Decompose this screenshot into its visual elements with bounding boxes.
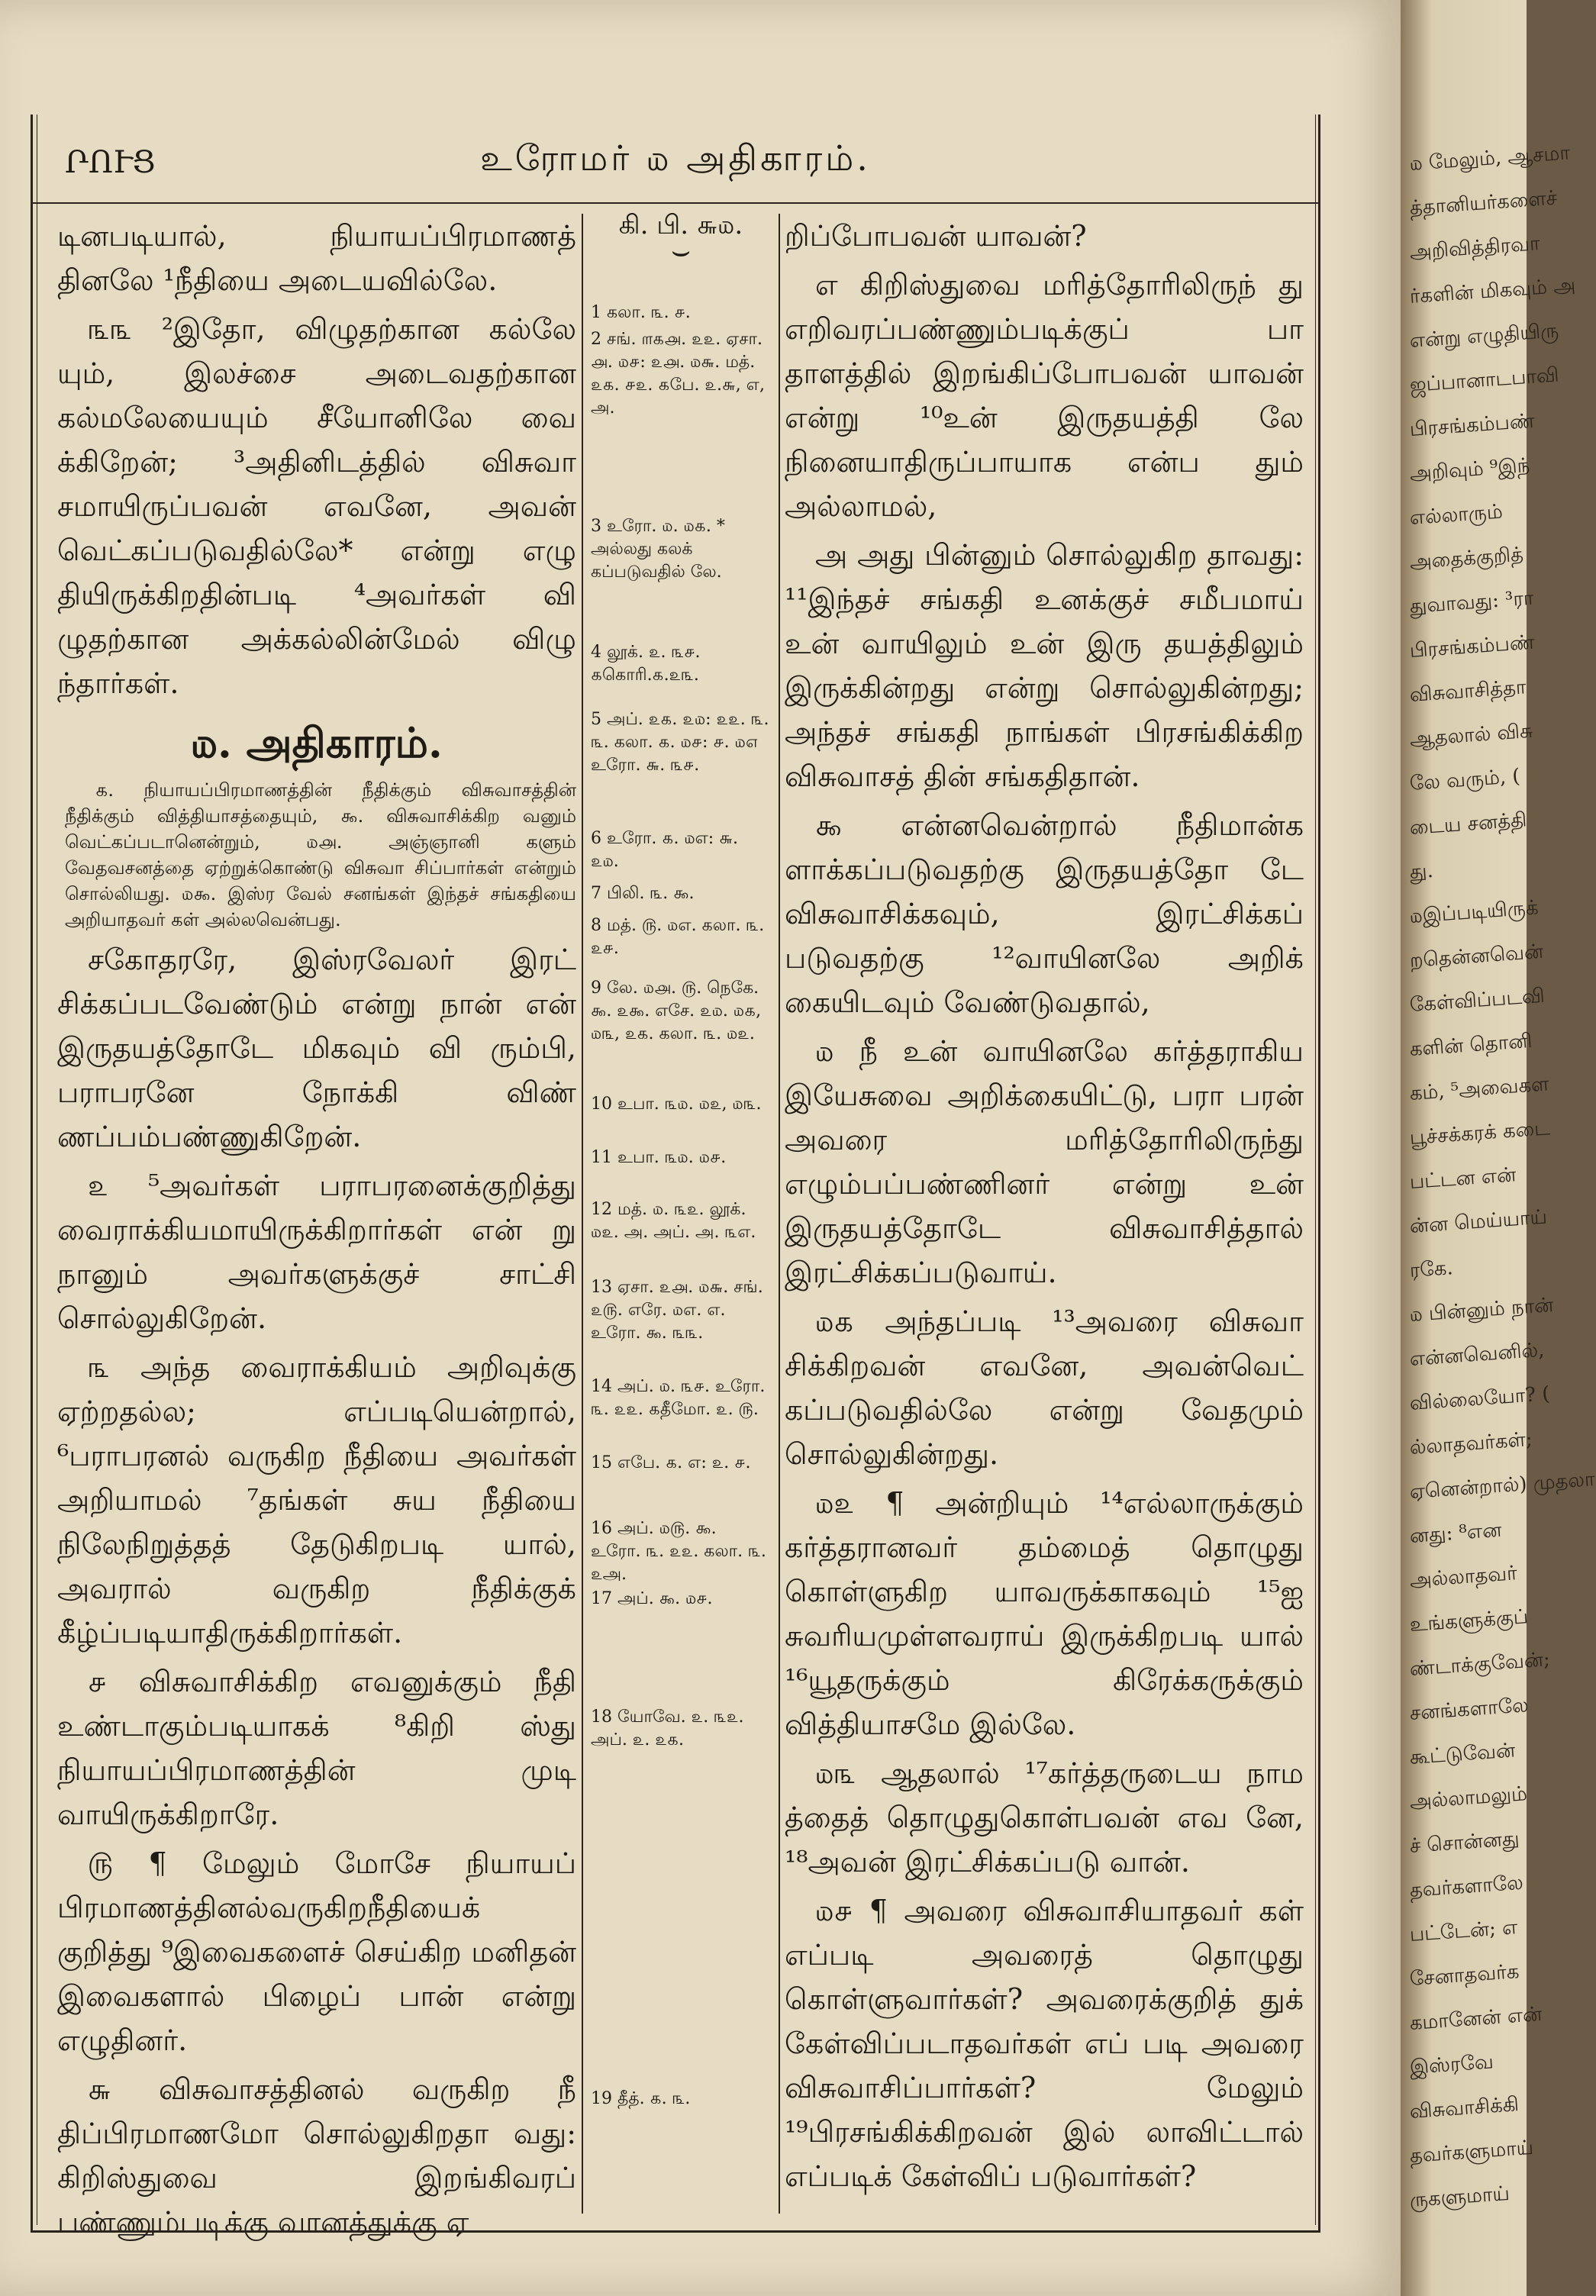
facing-page-line: விசுவாசிக்கி [1408, 2093, 1520, 2123]
facing-page-line: பிரசங்கம்பண் [1408, 630, 1536, 663]
facing-page-line: கம், ⁵அவைகள [1408, 1072, 1550, 1105]
cross-reference: 17 அப். ௯. ௰௪. [591, 1589, 713, 1608]
verse-paragraph: அ அது பின்னும் சொல்லுகிற தாவது: ¹¹இந்தச் சங்கதி உனக்குச் சமீபமாய் உன் வாயிலும் உன் இரு தயத்திலும் இருக்கின்றது என்று சொல்லுகின்றது; அந்தச் சங்கதி நாங்கள் பிரசங்கிக்கிற விசுவாசத் தின் சங்கதிதான். [785, 538, 1304, 793]
verse-paragraph: ௨ ⁵அவர்கள் பராபரனைக்குறித்து வைராக்கியமாயிருக்கிறார்கள் என் று நானும் அவர்களுக்குச் சாட்சி சொல்லுகிறேன். [57, 1169, 576, 1335]
verse-paragraph: ௰௩ ஆதலால் ¹⁷கர்த்தருடைய நாம த்தைத் தொழுதுகொள்பவன் எவ னே, ¹⁸அவன் இரட்சிக்கப்படு வான். [785, 1756, 1304, 1878]
cross-reference: 4 லூக். ௨. ௩௪. ௧கொரி.௧.௨௩. [591, 643, 701, 685]
facing-page-line: ௰இப்படியிருக் [1408, 896, 1540, 928]
facing-page-line: ஆதலால் விசு [1408, 719, 1533, 751]
cross-reference: 7 பிலி. ௩. ௯. [591, 884, 695, 903]
facing-page-line: ன்ன மெய்யாய் [1408, 1205, 1548, 1238]
running-head: உரோமர் ௰ அதிகாரம். [480, 137, 871, 179]
facing-page-line: தவர்களுமாய் [1408, 2136, 1534, 2168]
facing-page-line: தவர்களாலே [1408, 1871, 1524, 1902]
facing-page-line: ண்டாக்குவேன்; [1408, 1648, 1551, 1681]
verse-paragraph: ௰ நீ உன் வாயினலே கர்த்தராகிய இயேசுவை அறிக்கையிட்டு, பரா பரன் அவரை மரித்தோரிலிருந்து எழும்பப்பண்ணினர் என்று உன் இருதயத்தோடே விசுவாசித்தால் இரட்சிக்கப்படுவாய். [785, 1034, 1304, 1289]
facing-page-line: அறிவித்திரவா [1408, 232, 1541, 264]
cross-reference: 18 யோவே. ௨. ௩௨. அப். ௨. ௨௧. [591, 1707, 744, 1749]
facing-page-line: டைய சனத்தி [1408, 808, 1528, 840]
facing-page-line: என்னவெனில், [1408, 1338, 1546, 1371]
left-column [57, 214, 576, 2249]
cross-reference: 12 மத். ௰. ௩௨. லூக். ௰௨. அ. அப். அ. ௩எ. [591, 1200, 756, 1242]
verse-paragraph: ௩ அந்த வைராக்கியம் அறிவுக்கு ஏற்றதல்ல; எப்படியென்றால், ⁶பராபரனல் வருகிற நீதியை அவர்கள் அறியாமல் ⁷தங்கள் சுய நீதியை நிலேநிறுத்தத் தேடுகிறபடி யால், அவரால் வருகிற நீதிக்குக் கீழ்ப்படியாதிருக்கிறார்கள். [57, 1350, 576, 1649]
facing-page-line: என்று எழுதியிரு [1408, 319, 1560, 353]
verse-paragraph: டினபடியால், நியாயப்பிரமாணத் தினலே ¹நீதியை அடையவில்லே. [57, 219, 576, 297]
facing-page-line: ல்லாதவர்கள்; [1408, 1427, 1533, 1459]
ornament: ⌣ [670, 234, 692, 269]
chapter-title: ௰. அதிகாரம். [191, 718, 443, 767]
column-divider-right [779, 214, 780, 2214]
facing-page-line: ஜப்பானாடபாவி [1408, 363, 1560, 397]
facing-page-line: லே வரும், ( [1408, 764, 1521, 795]
facing-page-line: கேள்விப்படவி [1408, 984, 1546, 1017]
chapter-summary: ௧. நியாயப்பிரமாணத்தின் நீதிக்கும் விசுவாசத்தின் நீதிக்கும் வித்தியாசத்தையும், ௯. விசுவாசிக்கிற வனும் வெட்கப்படானென்றும், ௰௮. அஞ்ஞானி களும் வேதவசனத்தை ஏற்றுக்கொண்டு விசுவா சிப்பார்கள் என்றும் சொல்லியது. ௰௯. இஸ்ர வேல் சனங்கள் இந்தச் சங்கதியை அறியாதவர் கள் அல்லவென்பது. [65, 779, 576, 930]
verse-paragraph: ௬ விசுவாசத்தினல் வருகிற நீ திப்பிரமாணமோ சொல்லுகிறதா வது: கிறிஸ்துவை இறங்கிவரப் பண்ணும்படிக்கு வானத்துக்கு ஏ [57, 2072, 576, 2239]
facing-page-line: ர்களின் மிகவும் அ [1408, 273, 1577, 308]
reference-column [586, 210, 775, 2214]
facing-page-line: வில்லையோ? ( [1408, 1382, 1551, 1415]
facing-page-line: து. [1408, 859, 1434, 884]
page-number: ՐՈՒՑ [65, 145, 156, 180]
facing-page-line: ஏனென்றால்) முதலா [1408, 1468, 1596, 1504]
facing-page-line: னது: ⁸என [1408, 1518, 1503, 1548]
cross-reference: 2 சங். ௱௧௮. ௨௨. ஏசா. ௮. ௰௪: ௨௮. ௰௬. மத். ௨௧. ௪௨. ௧பே. ௨.௬, எ, அ. [591, 330, 765, 418]
facing-page-line: ரகே. [1408, 1256, 1454, 1282]
cross-reference: 9 லே. ௰௮. ௫. நெகே. ௯. ௨௯. எசே. ௨௰. ௰௧, ௰௩, ௨௧. கலா. ௩. ௰௨. [591, 979, 762, 1043]
facing-page-line: ௰ மேலும், ஆசமா [1408, 141, 1571, 176]
facing-page-line: ருகளுமாய் [1408, 2182, 1511, 2212]
facing-page-line: ச் சொன்னது [1408, 1827, 1520, 1858]
cross-reference: 11 உபா. ௩௰. ௰௪. [591, 1148, 727, 1167]
facing-page-line: உங்களுக்குப் [1408, 1605, 1530, 1637]
verse-paragraph: ௰௨ ¶ அன்றியும் ¹⁴எல்லாருக்கும் கர்த்தரானவர் தம்மைத் தொழுது கொள்ளுகிற யாவருக்காகவும் ¹⁵ஐ சுவரியமுள்ளவராய் இருக்கிறபடி யால் ¹⁶யூதருக்கும் கிரேக்கருக்கும் வித்தியாசமே இல்லே. [785, 1486, 1304, 1741]
facing-page-line: சனங்களாலே [1408, 1694, 1530, 1725]
right-column [785, 214, 1304, 2203]
cross-reference: 8 மத். ௫. ௰எ. கலா. ௩. ௨௪. [591, 916, 765, 958]
cross-reference: 16 அப். ௰௫. ௯. உரோ. ௩. ௨௨. கலா. ௩. ௨அ. [591, 1519, 766, 1584]
cross-reference: 6 உரோ. ௧. ௰எ: ௬. ௨௰. [591, 829, 739, 871]
verse-paragraph: ௫ ¶ மேலும் மோசே நியாயப் பிரமாணத்தினல்வருகிறநீதியைக் குறித்து ⁹இவைகளைச் செய்கிற மனிதன் இவைகளால் பிழைப் பான் என்று எழுதினர். [57, 1846, 576, 2057]
verse-paragraph: றிப்போபவன் யாவன்? [785, 219, 1087, 253]
cross-reference: 19 தீத். ௧. ௩. [591, 2089, 691, 2108]
cross-reference: 13 ஏசா. ௨௮. ௰௬. சங். ௨௫. எரே. ௰எ. எ. உரோ. ௯. ௩௩. [591, 1278, 763, 1343]
page-header [31, 130, 1320, 202]
cross-reference: 5 அப். ௨௧. ௨௰: ௨௨. ௩. ௩. கலா. ௧. ௰௪: ௪. ௰௭ உரோ. ௬. ௩௪. [591, 710, 769, 775]
facing-page-line: ௰ பின்னும் நான் [1408, 1293, 1555, 1327]
header-rule [31, 202, 1320, 204]
column-divider-left [582, 214, 583, 2214]
verse-paragraph: சகோதரரே, இஸ்ரவேலர் இரட் சிக்கப்படவேண்டும் என்று நான் என் இருதயத்தோடே மிகவும் வி ரும்பி, பராபரனே நோக்கி விண் ணப்பம்பண்ணுகிறேன். [57, 943, 576, 1153]
facing-page-line: அல்லாதவர் [1408, 1562, 1518, 1592]
cross-reference: 3 உரோ. ௰. ௰௧. * அல்லது கலக் கப்படுவதில் லே. [591, 517, 725, 582]
verse-paragraph: ௪ விசுவாசிக்கிற எவனுக்கும் நீதி உண்டாகும்படியாகக் ⁸கிறி ஸ்து நியாயப்பிரமாணத்தின் முடி வாயிருக்கிறாரே. [57, 1665, 576, 1831]
facing-page-edge [1401, 0, 1596, 2296]
facing-page-line: இஸ்ரவே [1408, 2050, 1494, 2079]
facing-page-line: களின் தொனி [1408, 1029, 1533, 1061]
facing-page-line: கூட்டுவேன் [1408, 1739, 1517, 1769]
facing-page-line: கமானேன் என் [1408, 2002, 1543, 2035]
facing-page-line: அறிவும் ⁹இந் [1408, 454, 1531, 485]
cross-reference: 15 எபே. ௧. எ: ௨. ௪. [591, 1453, 751, 1472]
facing-page-line: றதென்னவென் [1408, 940, 1545, 972]
facing-page-line: பட்டன என் [1408, 1163, 1517, 1194]
facing-page-line: துவாவது: ³ரா [1408, 586, 1535, 618]
verse-paragraph: ௰௪ ¶ அவரை விசுவாசியாதவர் கள் எப்படி அவரைத் தொழுது கொள்ளுவார்கள்? அவரைக்குறித் துக் கேள்விப்படாதவர்கள் எப் படி அவரை விசுவாசிப்பார்கள்? மேலும் ¹⁹பிரசங்கிக்கிறவன் இல் லாவிட்டால் எப்படிக் கேள்விப் படுவார்கள்? [785, 1894, 1304, 2193]
cross-reference: 1 கலா. ௩. ௪. [591, 303, 691, 322]
facing-page-line: பட்டேன்; எ [1408, 1916, 1519, 1946]
date-heading: கி. பி. ௬௰. [618, 210, 743, 240]
facing-page-line: அல்லாமலும் [1408, 1782, 1528, 1814]
verse-paragraph: ௰௧ அந்தப்படி ¹³அவரை விசுவா சிக்கிறவன் எவனே, அவன்வெட் கப்படுவதில்லே என்று வேதமும் சொல்லுகின்றது. [785, 1304, 1304, 1471]
facing-page-line: பிரசங்கம்பண் [1408, 409, 1536, 441]
facing-page-line: எல்லாரும் [1408, 500, 1504, 530]
bottom-rule [31, 2230, 1320, 2233]
facing-page-line: த்தானியர்களைச் [1408, 186, 1559, 220]
verse-paragraph: எ கிறிஸ்துவை மரித்தோரிலிருந் து எறிவரப்பண்ணும்படிக்குப் பா தாளத்தில் இறங்கிப்போபவன் யாவன் என்று ¹⁰உன் இருதயத்தி லே நினையாதிருப்பாயாக என்ப தும் அல்லாமல், [785, 268, 1304, 523]
verse-paragraph: ௯ என்னவென்றால் நீதிமான்க ளாக்கப்படுவதற்கு இருதயத்தோ டே விசுவாசிக்கவும், இரட்சிக்கப் படுவதற்கு ¹²வாயினலே அறிக் கையிடவும் வேண்டுவதால், [785, 808, 1304, 1019]
facing-page-line: சேனாதவர்க [1408, 1960, 1520, 1991]
facing-page-line: பூச்சக்கரக் கடை [1408, 1117, 1551, 1150]
facing-page-line: விசுவாசித்தா [1408, 676, 1527, 707]
verse-paragraph: ௩௩ ²இதோ, விழுதற்கான கல்லே யும், இலச்சை அடைவதற்கான கல்மலேயையும் சீயோனிலே வை க்கிறேன்; ³அதினிடத்தில் விசுவா சமாயிருப்பவன் எவனே, அவன் வெட்கப்படுவதில்லே* என்று எழு தியிருக்கிறதின்படி ⁴அவர்கள் வி ழுதற்கான அக்கல்லின்மேல் விழு ந்தார்கள். [57, 312, 576, 700]
cross-reference: 10 உபா. ௩௰. ௰௨, ௰௩. [591, 1095, 762, 1114]
cross-reference: 14 அப். ௰. ௩௪. உரோ. ௩. ௨௨. ௧தீமோ. ௨. ௫. [591, 1377, 766, 1419]
facing-page-line: அதைக்குறித் [1408, 543, 1524, 574]
